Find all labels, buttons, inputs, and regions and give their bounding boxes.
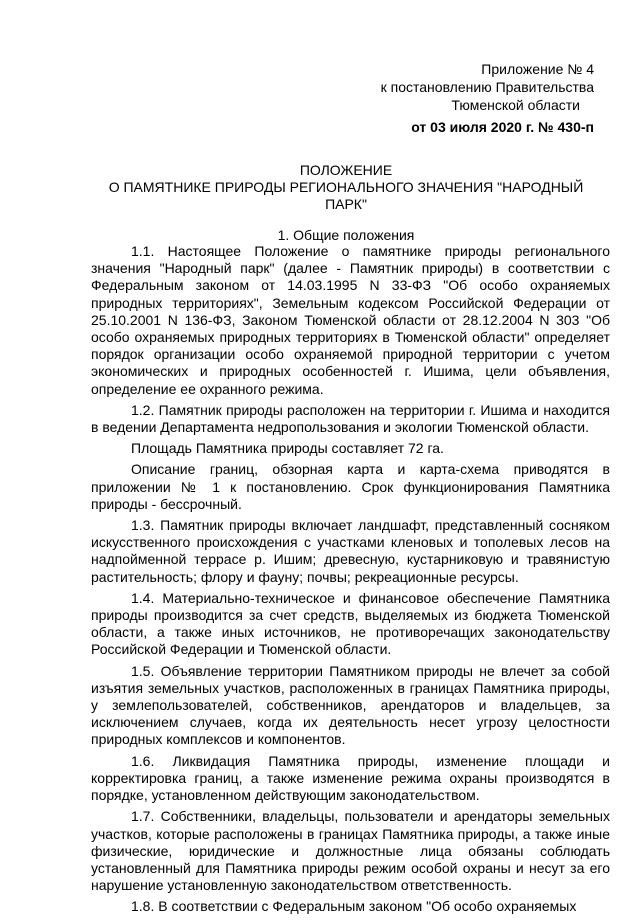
paragraph-1-4: 1.4. Материально-техническое и финансовое обеспечение Памятника природы производится за счет средств, выделяемых из бюджета Тюменской области, а также иных источников, не противоречащих законодательству Российской Федерации и Тюменской области. bbox=[91, 589, 610, 658]
paragraph-1-3: 1.3. Памятник природы включает ландшафт, представленный сосняком искусственного происхождения с участками кленовых и тополевых лесов на надпойменной террасе р. Ишим; древесную, кустарниковую и травянистую растительность; флору и фауну; почвы; рекреационные ресурсы. bbox=[91, 517, 610, 585]
paragraph-1-7: 1.7. Собственники, владельцы, пользователи и арендаторы земельных участков, которые расположены в границах Памятника природы, а также иные физические, юридические и должностные лица обязаны соблюдать установленный для Памятника природы режим особой охраны и несут за его нарушение установленную законодательством ответственность. bbox=[91, 808, 610, 894]
paragraph-boundaries: Описание границ, обзорная карта и карта-схема приводятся в приложении № 1 к постановлению. Срок функционирования Памятника природы - бессрочный. bbox=[91, 461, 610, 512]
annex-resolution: к постановлению Правительства bbox=[380, 79, 594, 95]
document-body bbox=[91, 243, 610, 920]
paragraph-1-1: 1.1. Настоящее Положение о памятнике природы регионального значения "Народный парк" (далее - Памятник природы) в соответствии с Федеральным законом от 14.03.1995 N 33-ФЗ "Об особо охраняемых природных территориях", Земельным кодексом Российской Федерации от 25.10.2001 N 136-ФЗ, Законом Тюменской области от 28.12.2004 N 303 "Об особо охраняемых природных территориях в Тюменской области" определяет порядок организации особо охраняемой природной территории с учетом экономических и природных особенностей г. Ишима, цели объявления, определение ее охранного режима. bbox=[91, 243, 610, 397]
annex-reference bbox=[334, 60, 594, 136]
title-line-2: О ПАМЯТНИКЕ ПРИРОДЫ РЕГИОНАЛЬНОГО ЗНАЧЕНИЯ "НАРОДНЫЙ bbox=[108, 179, 584, 195]
paragraph-1-6: 1.6. Ликвидация Памятника природы, изменение площади и корректировка границ, а также изменение режима охраны производятся в порядке, установленном действующим законодательством. bbox=[91, 752, 610, 804]
paragraph-1-8: 1.8. В соответствии с Федеральным законом "Об особо охраняемых bbox=[131, 898, 577, 915]
title-line-1: ПОЛОЖЕНИЕ bbox=[299, 162, 393, 178]
paragraph-area: Площадь Памятника природы составляет 72 га. bbox=[131, 440, 444, 457]
annex-region: Тюменской области bbox=[451, 97, 580, 113]
annex-number: Приложение № 4 bbox=[481, 61, 594, 77]
document-title bbox=[76, 162, 616, 213]
paragraph-1-2: 1.2. Памятник природы расположен на территории г. Ишима и находится в ведении Департамента недропользования и экологии Тюменской области. bbox=[91, 401, 610, 436]
annex-date-number: от 03 июля 2020 г. № 430-п bbox=[411, 119, 594, 135]
section-heading: 1. Общие положения bbox=[277, 227, 415, 243]
title-line-3: ПАРК" bbox=[325, 196, 367, 212]
paragraph-1-5: 1.5. Объявление территории Памятником природы не влечет за собой изъятия земельных участков, расположенных в границах Памятника природы, у землепользователей, собственников, арендаторов и владельцев, за исключением случаев, когда их деятельность несет угрозу целостности природных комплексов и компонентов. bbox=[91, 662, 610, 748]
